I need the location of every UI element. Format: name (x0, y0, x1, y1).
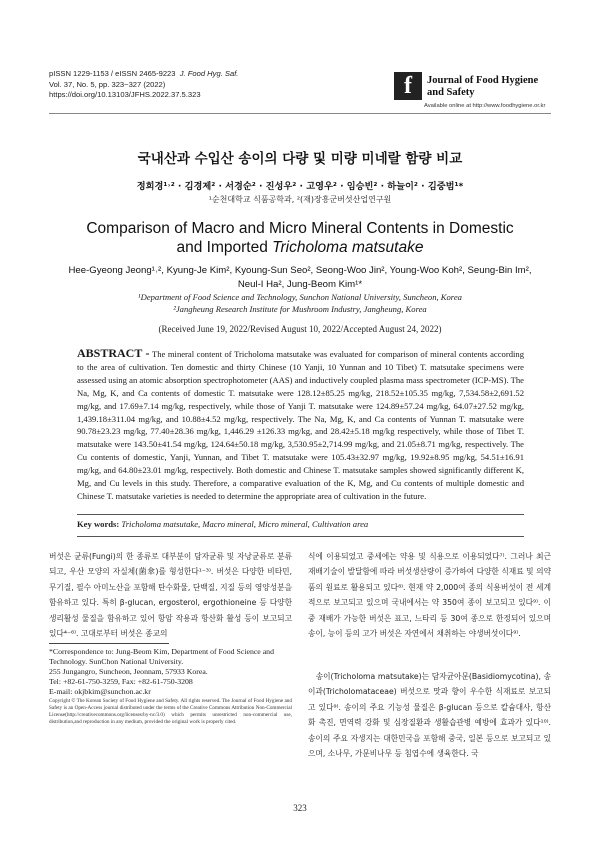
affiliation-korean: ¹순천대학교 식품공학과, ²(재)장흥군버섯산업연구원 (208, 195, 392, 204)
correspondence (49, 647, 292, 697)
journal-meta (49, 69, 238, 101)
header-divider (49, 113, 551, 114)
title-english-species: Tricholoma matsutake (272, 239, 424, 256)
abstract-text: The mineral content of Tricholoma matsutake was evaluated for comparison of mineral contents according to the area of cultivation. Ten domestic and thirty Chinese (10 Yanji, 10 Yunnan and 10 Tibet) T. matsutake specimens were assessed using an atomic absorption spectrophotometer (AAS) and inductively coupled plasma mass spectrometer (ICP-MS). The Na, Mg, K, and Ca contents of domestic T. matsutake were 128.12±85.25 mg/kg, 218.52±105.35 mg/kg, 7,534.58±2,691.52 mg/kg, and 17.69±7.14 mg/kg, respectively, while those of Yanji T. matsutake were 124.89±57.24 mg/kg, 64.07±27.52 mg/kg, 1,439.18±311.04 mg/kg, and 10.88±4.52 mg/kg, respectively. The Na, Mg, K, and Ca contents of Yunnan T. matsutake were 90.78±23.23 mg/kg, 77.40±28.36 mg/kg, 1,446.29 ±126.33 mg/kg, and 28.42±5.18 mg/kg respectively, while those of Tibet T. matsutake were 143.50±41.54 mg/kg, 124.64±50.18 mg/kg, 3,530.95±2,714.99 mg/kg, and 21.05±8.71 mg/kg, respectively. The Cu contents of domestic, Yanji, Yunnan, and Tibet T. matsutake were 105.43±32.97 mg/kg, 19.92±8.95 mg/kg, 54.51±16.91 mg/kg, and 64.80±23.01 mg/kg, respectively. Both domestic and Chinese T. matsutake samples showed significantly different K, Mg, and Cu levels in this study. Therefore, a comparative evaluation of the K, Mg, and Cu contents of multiple domestic and Chinese T. matsutake varieties is needed to determine the appropriate area of cultivation in the future. (77, 349, 524, 501)
correspondence-line1: *Correspondence to: Jung-Beom Kim, Department of Food Science and Technology. SunChon National University. (49, 647, 274, 667)
title-english-line1: Comparison of Macro and Micro Mineral Contents in Domestic (86, 220, 514, 237)
affiliation-english-1: ¹Department of Food Science and Technology, Sunchon National University, Suncheon, Korea (138, 292, 462, 302)
title-korean: 국내산과 수입산 송이의 다량 및 미량 미네랄 함량 비교 (137, 151, 463, 167)
body-right-paragraph-2: 송이(Tricholoma matsutake)는 담자균아문(Basidiomycotina), 송이과(Tricholomataceae) 버섯으로 맛과 향이 우수한 식재료로 보고되고 있다⁹⁾. 송이의 주요 기능성 물질은 β-glucan 등으로 칼슘대사, 항산화 촉진, 면역력 강화 및 심장질환과 생활습관병 예방에 효과가 있다¹⁰⁾. 송이의 주요 자생지는 대한민국을 포함해 중국, 일본 등으로 보고되고 있으며, 소나무, 가문비나무 등 침엽수에 생육한다. 국 (308, 672, 551, 759)
correspondence-email[interactable]: E-mail: okjbkim@sunchon.ac.kr (49, 687, 151, 697)
correspondence-address: 255 Jungangro, Suncheon, Jeonnam, 57933 Korea. (49, 667, 208, 677)
title-english (0, 219, 600, 257)
affiliation-english (0, 291, 600, 315)
title-english-prefix: and Imported (176, 239, 273, 256)
affiliation-english-2: ²Jangheung Research Institute for Mushroom Industry, Jangheung, Korea (173, 304, 427, 314)
journal-abbr: J. Food Hyg. Saf. (179, 69, 239, 78)
authors-korean: 정희경¹˒² · 김경제² · 서경순² · 진성우² · 고영우² · 임승빈² · 하늘이² · 김중범¹* (136, 181, 464, 192)
journal-url[interactable]: Available online at http://www.foodhygiene.or.kr (424, 103, 546, 109)
authors-english (60, 264, 540, 292)
page-number: 323 (293, 803, 307, 813)
keywords-divider-bottom (77, 536, 524, 537)
doi-link[interactable]: https://doi.org/10.13103/JFHS.2022.37.5.323 (49, 90, 201, 100)
keywords-text: Tricholoma matsutake, Macro mineral, Micro mineral, Cultivation area (121, 519, 369, 529)
title-english-line2 (0, 238, 600, 257)
authors-english-line2: Neul-I Ha², Jung-Beom Kim¹* (237, 279, 363, 290)
issn: pISSN 1229-1153 / eISSN 2465-9223 (49, 69, 176, 78)
journal-name (427, 75, 538, 98)
body-left-paragraph: 버섯은 균류(Fungi)의 한 종류로 대부분이 담자균류 및 자낭균류로 분류되고, 우산 모양의 자실체(菌傘)를 형성한다¹⁻³⁾. 버섯은 다양한 비타민, 무기질, 필수 아미노산을 포함해 탄수화물, 단백질, 지질 등의 영양성분을 함유하고 있다. 특히 β-glucan, ergosterol, ergothioneine 등 다양한 생리활성 물질을 함유하고 있어 항암 작용과 항산화 활성 등이 보고되고 있다⁴⁻⁶⁾. 고대로부터 버섯은 종교의 (49, 552, 292, 639)
volume-info: Vol. 37, No. 5, pp. 323~327 (2022) (49, 79, 166, 89)
abstract-label: ABSTRACT - (77, 346, 150, 360)
received-dates: (Received June 19, 2022/Revised August 10, 2022/Accepted August 24, 2022) (158, 324, 442, 334)
authors-english-line1: Hee-Gyeong Jeong¹˒², Kyung-Je Kim², Kyoung-Sun Seo², Seong-Woo Jin², Young-Woo Koh², Seung-Bin Im², (68, 265, 532, 276)
body-right-paragraph-1: 식에 이용되었고 중세에는 약용 및 식용으로 이용되었다⁷⁾. 그러나 최근 재배기술이 발달함에 따라 버섯생산량이 증가하여 다양한 식재료 및 의약품의 원료로 활용되고 있다⁸⁾. 현재 약 2,000여 종의 식용버섯이 전 세계적으로 보고되고 있으며 국내에서는 약 350여 종이 보고되고 있다⁹⁾. 이중 재배가 가능한 버섯은 표고, 느타리 등 30여 종으로 한정되어 있으며 송이, 능이 등의 고가 버섯은 자연에서 채취하는 야생버섯이다⁹⁾. (308, 552, 551, 639)
footnote-divider (49, 643, 169, 644)
journal-logo-letter: f (404, 73, 412, 99)
keywords (77, 519, 524, 529)
keywords-divider-top (77, 514, 524, 515)
abstract (77, 347, 524, 503)
journal-name-line2: and Safety (427, 86, 475, 98)
copyright-notice: Copyright © The Korean Society of Food Hygiene and Safety. All rights reserved. The Journal of Food Hygiene and Safety is an Open-Access journal distributed under the terms of the Creative Commons Attribution Non-Commercial License(http://creativecommons.org/licenses/by-nc/3.0) which permits unrestricted non-commercial use, distribution,and reproduction in any medium, provided the original work is properly cited. (49, 698, 292, 725)
correspondence-phone: Tel: +82-61-750-3259, Fax: +82-61-750-3208 (49, 677, 193, 687)
journal-name-line1: Journal of Food Hygiene (427, 75, 539, 86)
keywords-label: Key words: (77, 519, 120, 529)
